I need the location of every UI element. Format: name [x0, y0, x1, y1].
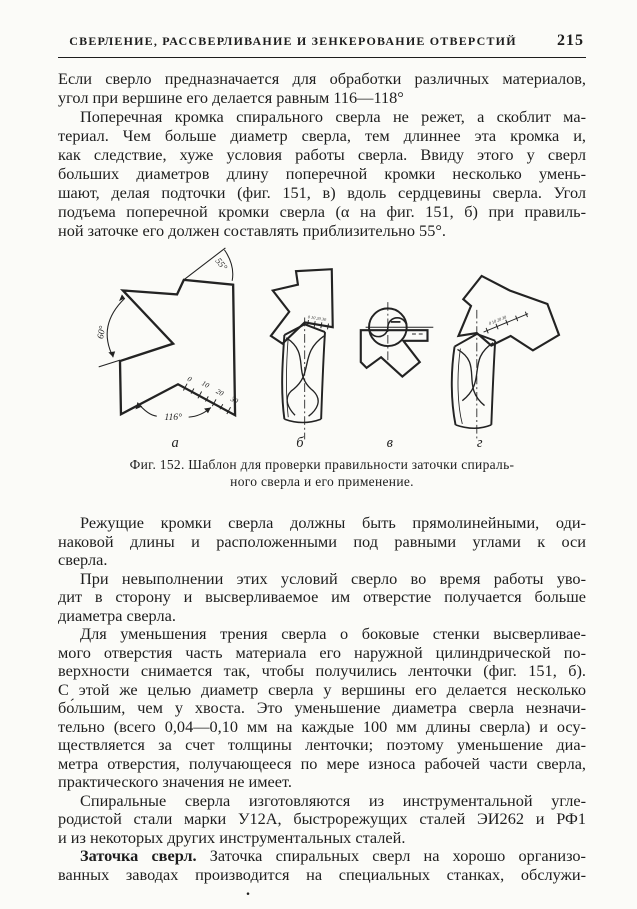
- paragraph: [58, 792, 586, 848]
- page-number: 215: [557, 32, 584, 49]
- caption-line: Фиг. 152. Шаблон для проверки правильности заточки спираль-: [129, 457, 515, 472]
- scale-small-label: 0 10 20 30: [307, 314, 327, 323]
- text-line: практического значения не имеет.: [58, 772, 292, 791]
- text-line: наковой длины и расположенными под равными углами к оси: [58, 531, 586, 551]
- lower-text-block: [58, 514, 586, 884]
- text-line: дит в сторону и высверливаемое им отверстие получается больше: [58, 587, 586, 606]
- text-line: Для уменьшения трения сверла о боковые стенки высверливае-: [80, 624, 586, 643]
- text-line: сверла.: [58, 550, 108, 569]
- text-line: больших диаметров длину поперечной кромки несколько умень-: [58, 164, 586, 183]
- scale-label: 20: [214, 387, 225, 398]
- text-line: подъема поперечной кромки сверла (α на фиг. 151, б) при правиль-: [58, 202, 586, 221]
- text-line: Если сверло предназначается для обработки различных материалов,: [58, 69, 586, 88]
- paragraph: [58, 514, 586, 570]
- text-line: и из некоторых других инструментальных сталей.: [58, 827, 406, 847]
- scale-label: 0: [185, 375, 193, 384]
- drawing-template-on-drill-b: [271, 269, 333, 451]
- drawing-template-measuring-g: [452, 276, 559, 451]
- scale-label: 30: [229, 395, 240, 406]
- text-line: териал. Чем больше диаметр сверла, тем длиннее эта кромка и,: [58, 126, 586, 145]
- paragraph: [58, 107, 586, 240]
- text-line: ной заточке его должен составлять приблизительно 55°.: [58, 221, 446, 240]
- text-line: как следствие, хуже условия работы сверла. Ввиду этого у сверл: [58, 145, 586, 164]
- text-line: [58, 847, 586, 866]
- text-line: При невыполнении этих условий сверло во время работы уво-: [80, 568, 586, 588]
- paragraph: [58, 570, 586, 626]
- angle-label-60: 60°: [95, 325, 108, 340]
- text-line: ванных заводах производится на специальных станках, обслужи-: [58, 864, 586, 884]
- part-label-a: а: [171, 435, 179, 451]
- figure-drawing: [85, 246, 565, 451]
- text-span: Заточка спиральных сверл на хорошо организо-: [196, 846, 586, 865]
- text-line: мого отверстия часть материала его наружной цилиндрической по-: [58, 642, 586, 662]
- part-label-b: б: [296, 435, 304, 451]
- text-line: Режущие кромки сверла должны быть прямолинейными, оди-: [80, 513, 586, 532]
- text-line: ществляется за счет толщины ленточки; поэтому уменьшение диа-: [58, 735, 586, 754]
- header-rule: [58, 57, 586, 58]
- text-line: Спиральные сверла изготовляются из инструментальной угле-: [80, 790, 586, 810]
- text-line: тельно (всего 0,04—0,10 мм на каждые 100 мм длины сверла) и осу-: [58, 716, 586, 736]
- angle-label-116: 116°: [164, 412, 183, 424]
- paragraph: [58, 847, 586, 884]
- figure-caption: [58, 457, 586, 490]
- text-line: метра отверстия, получающееся по мере износа рабочей части сверла,: [58, 753, 586, 773]
- text-line: верхности снимается так, чтобы получились ленточки (фиг. 151, б).: [58, 661, 586, 680]
- text-line: диаметра сверла.: [58, 605, 176, 625]
- text-line: Поперечная кромка спирального сверла не режет, а скоблит ма-: [80, 107, 586, 126]
- text-line: С этой же целью диаметр сверла у вершины его делается несколько: [58, 679, 586, 699]
- paragraph: [58, 625, 586, 792]
- body-text: [58, 69, 586, 884]
- paragraph-lead-bold: Заточка сверл.: [80, 846, 197, 865]
- caption-line: ного сверла и его применение.: [230, 473, 414, 489]
- text-line: родистой стали марки У12А, быстрорежущих сталей ЭИ262 и РФ1: [58, 809, 586, 828]
- part-label-g: г: [476, 435, 483, 451]
- scale-small-label: 0 10 20 30: [488, 314, 508, 326]
- page-header: [58, 34, 586, 54]
- text-line: угол при вершине его делается равным 116—118°: [58, 88, 404, 107]
- text-line: шают, делая подточки (фиг. 151, в) вдоль сердцевины сверла. Угол: [58, 183, 586, 202]
- text-line: бо́льшим, чем у хвоста. Это уменьшение диаметра сверла незначи-: [58, 698, 586, 717]
- paragraph: [58, 69, 586, 107]
- stray-print-mark: .: [246, 882, 250, 899]
- angle-label-55: 55°: [213, 255, 230, 273]
- drawing-template-a: [95, 248, 240, 451]
- running-title: СВЕРЛЕНИЕ, РАССВЕРЛИВАНИЕ И ЗЕНКЕРОВАНИЕ ОТВЕРСТИЙ: [69, 34, 517, 48]
- part-label-v: в: [386, 435, 393, 451]
- scale-label: 10: [200, 379, 211, 390]
- figure: [58, 246, 586, 490]
- drawing-template-on-drill-end-v: [361, 302, 434, 451]
